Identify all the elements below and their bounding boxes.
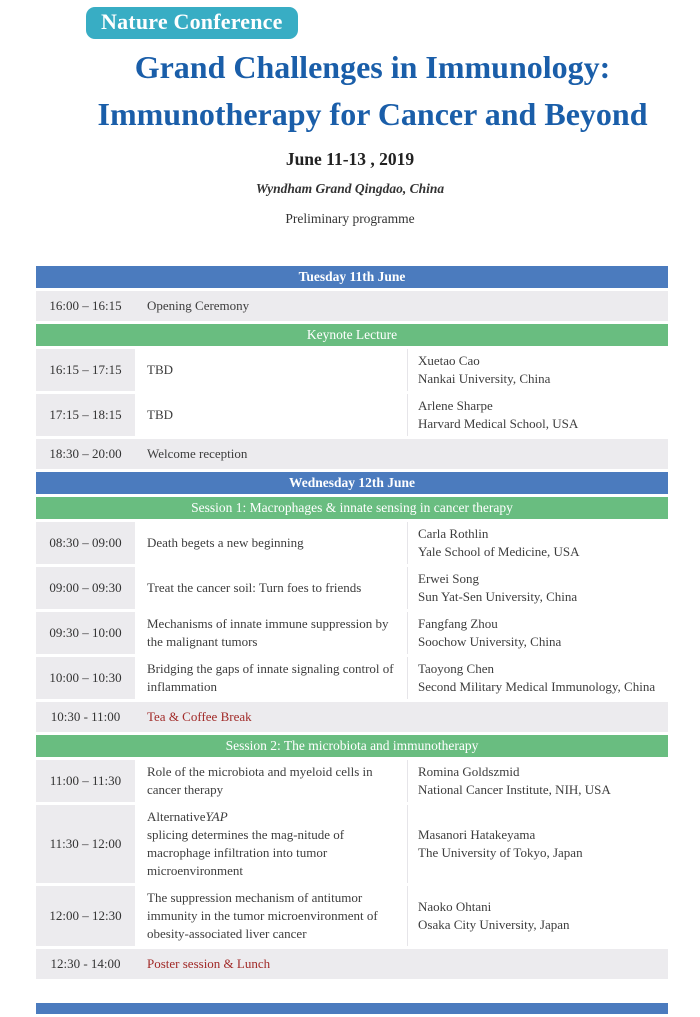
title-text: splicing determines the mag-nitude of macrophage infiltration into tumor microenvironment — [147, 827, 345, 878]
speaker-name: Romina Goldszmid — [418, 764, 520, 779]
schedule-row-break — [36, 949, 668, 979]
schedule-row-talk — [36, 349, 668, 391]
talk-speaker-cell — [407, 522, 668, 564]
conference-dates: June 11-13 , 2019 — [285, 149, 415, 169]
speaker-name: Xuetao Cao — [418, 353, 480, 368]
talk-title: TBD — [147, 362, 173, 377]
speaker-affiliation: Osaka City University, Japan — [418, 917, 570, 932]
row-time: 08:30 – 09:00 — [36, 522, 135, 564]
speaker-affiliation: National Cancer Institute, NIH, USA — [418, 782, 611, 797]
talk-speaker-cell — [407, 349, 668, 391]
row-time: 11:00 – 11:30 — [36, 760, 135, 802]
row-time: 16:00 – 16:15 — [49, 298, 122, 313]
session-header: Session 1: Macrophages & innate sensing in cancer therapy — [36, 497, 668, 519]
row-time: 09:00 – 09:30 — [36, 567, 135, 609]
conference-venue: Wyndham Grand Qingdao, China — [255, 181, 445, 196]
speaker-name: Fangfang Zhou — [418, 616, 498, 631]
row-time: 12:00 – 12:30 — [36, 886, 135, 946]
gene-name-italic: YAP — [205, 809, 228, 824]
row-time: 18:30 – 20:00 — [49, 446, 122, 461]
day-header: Wednesday 12th June — [36, 472, 668, 494]
talk-speaker-cell — [407, 760, 668, 802]
speaker-affiliation: Soochow University, China — [418, 634, 562, 649]
schedule-row-break — [36, 702, 668, 732]
programme-note: Preliminary programme — [285, 211, 415, 226]
talk-title: Death begets a new beginning — [147, 535, 304, 550]
row-time: 17:15 – 18:15 — [36, 394, 135, 436]
session-header: Keynote Lecture — [36, 324, 668, 346]
session-header: Session 2: The microbiota and immunotherapy — [36, 735, 668, 757]
page-title-line1: Grand Challenges in Immunology: — [134, 49, 611, 85]
title-text: Alternative — [147, 809, 206, 824]
event-title: Tea & Coffee Break — [147, 709, 252, 724]
conference-badge: Nature Conference — [86, 7, 298, 39]
speaker-affiliation: Yale School of Medicine, USA — [418, 544, 580, 559]
day-header: Tuesday 11th June — [36, 266, 668, 288]
speaker-affiliation: Nankai University, China — [418, 371, 551, 386]
event-title: Opening Ceremony — [147, 298, 250, 313]
row-time: 09:30 – 10:00 — [36, 612, 135, 654]
talk-title: Role of the microbiota and myeloid cells in cancer therapy — [147, 764, 373, 797]
talk-speaker-cell — [407, 394, 668, 436]
schedule-row-talk — [36, 886, 668, 946]
schedule-row-talk — [36, 760, 668, 802]
talk-title: Treat the cancer soil: Turn foes to friends — [147, 580, 362, 595]
page-title — [45, 44, 700, 138]
schedule-row-talk — [36, 567, 668, 609]
talk-speaker-cell — [407, 805, 668, 883]
row-time: 10:30 - 11:00 — [50, 709, 121, 724]
speaker-name: Naoko Ohtani — [418, 899, 492, 914]
talk-title: Mechanisms of innate immune suppression by the malignant tumors — [147, 616, 389, 649]
page-title-line2: Immunotherapy for Cancer and Beyond — [97, 96, 648, 132]
speaker-name: Carla Rothlin — [418, 526, 489, 541]
speaker-affiliation: The University of Tokyo, Japan — [418, 845, 583, 860]
talk-title: TBD — [147, 407, 173, 422]
schedule-row-talk — [36, 805, 668, 883]
event-title: Welcome reception — [147, 446, 248, 461]
row-time: 16:15 – 17:15 — [36, 349, 135, 391]
schedule-row-talk — [36, 394, 668, 436]
schedule-row-talk — [36, 522, 668, 564]
row-time: 10:00 – 10:30 — [36, 657, 135, 699]
schedule-row-talk — [36, 657, 668, 699]
talk-speaker-cell — [407, 886, 668, 946]
talk-title: Bridging the gaps of innate signaling control of inflammation — [147, 661, 394, 694]
talk-speaker-cell — [407, 567, 668, 609]
schedule-row-event — [36, 439, 668, 469]
talk-speaker-cell — [407, 657, 668, 699]
schedule-row-event — [36, 291, 668, 321]
day-header-partial — [36, 1003, 668, 1014]
row-time: 11:30 – 12:00 — [36, 805, 135, 883]
speaker-name: Erwei Song — [418, 571, 480, 586]
talk-speaker-cell — [407, 612, 668, 654]
schedule-row-talk — [36, 612, 668, 654]
speaker-name: Taoyong Chen — [418, 661, 494, 676]
speaker-affiliation: Sun Yat-Sen University, China — [418, 589, 578, 604]
speaker-affiliation: Second Military Medical Immunology, China — [418, 679, 656, 694]
speaker-name: Masanori Hatakeyama — [418, 827, 536, 842]
programme-table — [36, 266, 668, 1017]
talk-title — [140, 805, 402, 883]
row-time: 12:30 - 14:00 — [50, 956, 121, 971]
event-title: Poster session & Lunch — [147, 956, 271, 971]
speaker-name: Arlene Sharpe — [418, 398, 493, 413]
talk-title: The suppression mechanism of antitumor immunity in the tumor microenvironment of obesity-associated liver cancer — [147, 890, 378, 941]
speaker-affiliation: Harvard Medical School, USA — [418, 416, 579, 431]
